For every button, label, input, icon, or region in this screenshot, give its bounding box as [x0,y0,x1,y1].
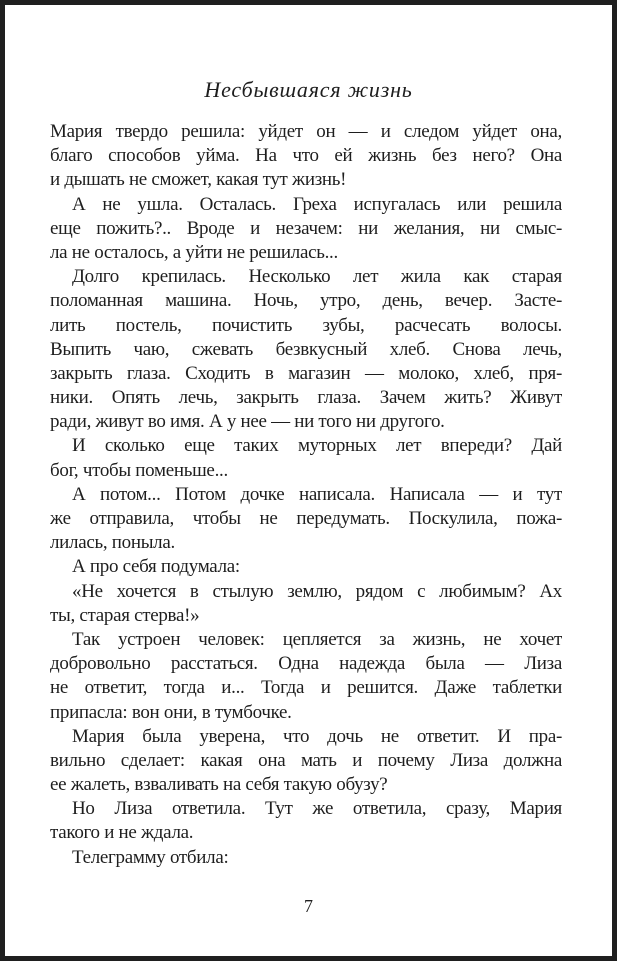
text-line: лилась, поныла. [50,532,175,554]
text-line: А про себя подумала: [72,556,240,578]
text-line: Мария была уверена, что дочь не ответит. И пра- [72,725,562,747]
text-line: И сколько еще таких муторных лет впереди? Дай [72,435,562,457]
text-line: Так устроен человек: цепляется за жизнь, не хочет [72,628,562,650]
paragraph [50,628,562,725]
text-line: Мария твердо решила: уйдет он — и следом уйдет она, [50,121,562,142]
paragraph [50,580,562,628]
text-line: ради, живут во имя. А у нее — ни того ни другого. [50,411,445,433]
text-line: А потом... Потом дочке написала. Написала — и тут [72,483,562,505]
page-number: 7 [304,896,313,916]
text-line: закрыть глаза. Сходить в магазин — молоко, хлеб, пря- [50,362,562,384]
text-line: еще пожить?.. Вроде и незачем: ни желания, ни смыс- [50,217,562,239]
text-line: ники. Опять лечь, закрыть глаза. Зачем жить? Живут [50,387,562,409]
text-line: лить постель, почистить зубы, расчесать волосы. [50,314,562,336]
text-line: и дышать не сможет, какая тут жизнь! [50,169,347,191]
body-text [50,120,562,870]
text-line: бог, чтобы поменьше... [50,459,228,481]
text-line: припасла: вон они, в тумбочке. [50,701,292,723]
paragraph [50,483,562,556]
text-line: ее жалеть, взваливать на себя такую обузу? [50,774,388,796]
text-line: такого и не ждала. [50,822,194,844]
paragraph [50,265,562,434]
paragraph [50,725,562,798]
text-line: ла не осталось, а уйти не решилась... [50,241,338,263]
text-line: Телеграмму отбила: [72,846,229,868]
text-line: же отправила, чтобы не передумать. Поскулила, пожа- [50,508,562,529]
text-line: ты, старая стерва!» [50,604,200,626]
paragraph [50,193,562,266]
text-line: А не ушла. Осталась. Греха испугалась или решила [72,193,562,215]
text-line: добровольно расстаться. Одна надежда была — Лиза [50,653,562,675]
text-line: Выпить чаю, сжевать безвкусный хлеб. Снова лечь, [50,338,562,360]
text-line: Но Лиза ответила. Тут же ответила, сразу, Мария [72,798,562,820]
text-line: Долго крепилась. Несколько лет жила как старая [72,266,562,288]
text-line: вильно сделает: какая она мать и почему Лиза должна [50,749,562,771]
paragraph [50,846,562,870]
paragraph [50,555,562,579]
text-line: поломанная машина. Ночь, утро, день, вечер. Засте- [50,290,562,312]
text-line: благо способов уйма. На что ей жизнь без него? Она [50,145,562,167]
paragraph [50,120,562,193]
text-line: не ответит, тогда и... Тогда и решится. Даже таблетки [50,677,562,699]
paragraph [50,797,562,845]
paragraph [50,434,562,482]
running-title: Несбывшаяся жизнь [204,77,413,102]
text-line: «Не хочется в стылую землю, рядом с любимым? Ах [72,580,562,602]
